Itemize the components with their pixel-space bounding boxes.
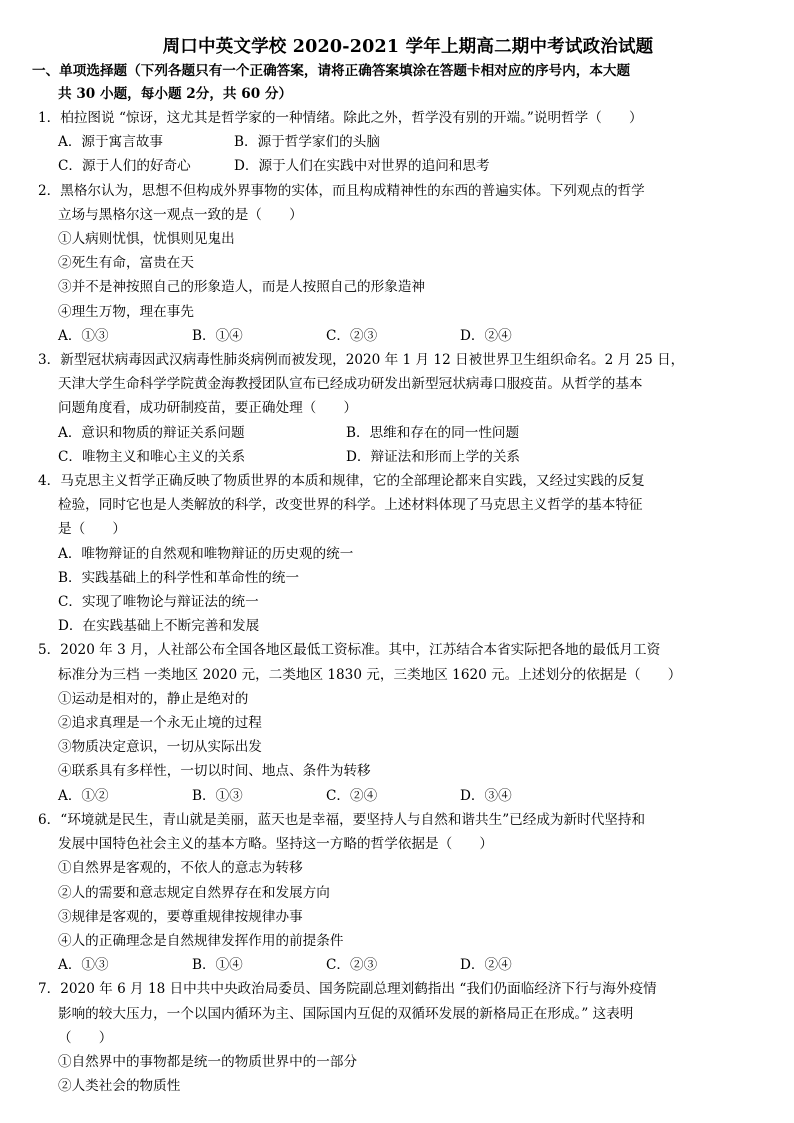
option-row [58,445,758,469]
option-row [58,154,758,178]
option-row [58,130,758,154]
statement-item: ①运动是相对的，静止是绝对的 [58,690,249,707]
question-list [38,106,758,1098]
answer-option: D．②④ [460,327,512,344]
answer-option: A．①③ [58,327,109,344]
question-stem-line: 3．新型冠状病毒因武汉病毒性肺炎病例而被发现，2020 年 1 月 12 日被世界卫生组织命名。2 月 25 日， [38,352,685,369]
answer-option: D．源于人们在实践中对世界的追问和思考 [234,158,490,175]
question-stem-line: 2．黑格尔认为，思想不但构成外界事物的实体，而且构成精神性的东西的普遍实体。下列观点的哲学 [38,182,645,199]
question [38,179,758,348]
statement-item: ②人的需要和意志规定自然界存在和发展方向 [58,884,330,901]
section-heading-line1: 一、单项选择题（下列各题只有一个正确答案，请将正确答案填涂在答题卡相对应的序号内，本大题 [32,63,631,79]
answer-option: A．源于寓言故事 [58,134,163,151]
option-row [58,953,758,977]
question-stem-line: 4．马克思主义哲学正确反映了物质世界的本质和规律，它的全部理论都来自实践，又经过实践的反复 [38,473,645,490]
question [38,469,758,638]
section-heading [32,60,758,106]
answer-option: A．意识和物质的辩证关系问题 [58,424,245,441]
option-row [58,324,758,348]
question [38,977,758,1098]
statement-item: C．实现了唯物论与辩证法的统一 [58,594,259,611]
statement-item: A．唯物辩证的自然观和唯物辩证的历史观的统一 [58,545,354,562]
option-row [58,421,758,445]
question-stem-line: （ ） [58,1029,113,1046]
question-stem-line: 1．柏拉图说 “惊讶，这尤其是哲学家的一种情绪。除此之外，哲学没有别的开端。”说明哲学（ ） [38,110,643,126]
statement-item: D．在实践基础上不断完善和发展 [58,618,260,635]
statement-item: ③规律是客观的，要尊重规律按规律办事 [58,908,303,925]
question-stem-line: 7．2020 年 6 月 18 日中共中央政治局委员、国务院副总理刘鹤指出 “我们仍面临经济下行与海外疫情 [38,981,657,998]
statement-item: B．实践基础上的科学性和革命性的统一 [58,569,300,586]
statement-item: ①人病则忧惧，忧惧则见鬼出 [58,231,235,248]
question [38,348,758,469]
question-stem-line: 发展中国特色社会主义的基本方略。坚持这一方略的哲学依据是（ ） [58,836,493,853]
answer-option: B．思维和存在的同一性问题 [346,424,520,441]
question-stem-line: 影响的较大压力，一个以国内循环为主、国际国内互促的双循环发展的新格局正在形成。” 这表明 [58,1005,634,1022]
exam-page [32,36,758,1098]
statement-item: ③并不是神按照自己的形象造人，而是人按照自己的形象造神 [58,279,426,296]
answer-option: C．唯物主义和唯心主义的关系 [58,448,246,465]
question [38,106,758,179]
statement-item: ③物质决定意识，一切从实际出发 [58,739,262,756]
statement-item: ④理生万物，理在事先 [58,303,194,320]
answer-option: C．②③ [326,957,378,974]
answer-option: C．②④ [326,787,378,804]
question-stem-line: 5．2020 年 3 月，人社部公布全国各地区最低工资标准。其中，江苏结合本省实际把各地的最低月工资 [38,642,661,659]
question [38,808,758,977]
question-stem-line: 标准分为三档 一类地区 2020 元，二类地区 1830 元，三类地区 1620 元。上述划分的依据是（ ） [58,666,682,683]
answer-option: B．①④ [192,327,243,344]
statement-item: ④人的正确理念是自然规律发挥作用的前提条件 [58,932,344,949]
statement-item: ①自然界是客观的，不依人的意志为转移 [58,860,303,877]
question-stem-line: 立场与黑格尔这一观点一致的是（ ） [58,206,303,223]
option-row [58,784,758,808]
answer-option: A．①③ [58,957,109,974]
statement-item: ②人类社会的物质性 [58,1078,181,1095]
statement-item: ①自然界中的事物都是统一的物质世界中的一部分 [58,1053,358,1070]
statement-item: ②死生有命，富贵在天 [58,255,194,272]
question-stem-line: 是（ ） [58,521,126,538]
question-stem-line: 问题角度看，成功研制疫苗，要正确处理（ ） [58,400,358,417]
answer-option: C．源于人们的好奇心 [58,158,191,175]
answer-option: B．①③ [192,787,243,804]
answer-option: C．②③ [326,327,378,344]
statement-item: ④联系具有多样性，一切以时间、地点、条件为转移 [58,763,371,780]
question-stem-line: 检验，同时它也是人类解放的科学，改变世界的科学。上述材料体现了马克思主义哲学的基本特征 [58,497,643,514]
page-title: 周口中英文学校 2020-2021 学年上期高二期中考试政治试题 [162,37,654,57]
answer-option: B．①④ [192,957,243,974]
statement-item: ②追求真理是一个永无止境的过程 [58,715,262,732]
answer-option: B．源于哲学家们的头脑 [234,134,380,151]
question [38,638,758,807]
answer-option: A．①② [58,787,109,804]
answer-option: D．③④ [460,787,512,804]
answer-option: D．辩证法和形而上学的关系 [346,448,521,465]
question-stem-line: 天津大学生命科学学院黄金海教授团队宣布已经成功研发出新型冠状病毒口服疫苗。从哲学的基本 [58,376,643,393]
answer-option: D．②④ [460,957,512,974]
section-heading-line2: 共 30 小题，每小题 2分，共 60 分） [58,86,293,102]
question-stem-line: 6．“环境就是民生，青山就是美丽，蓝天也是幸福，要坚持人与自然和谐共生”已经成为新时代坚持和 [38,811,646,828]
